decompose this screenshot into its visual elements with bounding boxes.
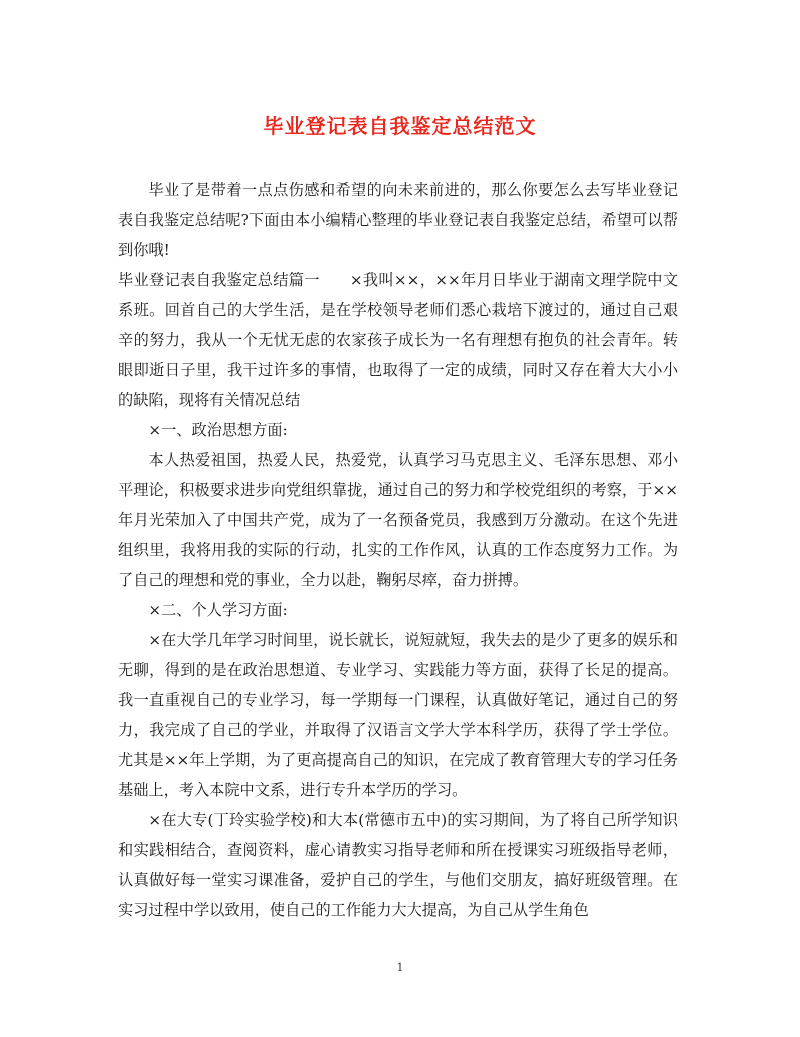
- section-label: 毕业登记表自我鉴定总结篇一: [118, 271, 320, 289]
- section-text: ×我叫××，××年月日毕业于湖南文理学院中文系班。回首自己的大学生活，是在学校领导老师们悉心栽培下渡过的，通过自己艰辛的努力，我从一个无忧无虑的农家孩子成长为一名有理想有抱负的社会青年。转眼即逝日子里，我干过许多的事情，也取得了一定的成绩，同时又存在着大大小小的缺陷，现将有关情况总结: [118, 271, 679, 409]
- heading-politics: ×一、政治思想方面:: [148, 421, 288, 439]
- heading-study: ×二、个人学习方面:: [148, 601, 288, 619]
- paragraph-internship: ×在大专(丁玲实验学校)和大本(常德市五中)的实习期间，为了将自己所学知识和实践相结合，查阅资料，虚心请教实习指导老师和所在授课实习班级指导老师，认真做好每一堂实习课准备，爱护自己的学生，与他们交朋友，搞好班级管理。在实习过程中学以致用，使自己的工作能力大大提高，为自己从学生角色: [118, 811, 678, 919]
- paragraph-study: ×在大学几年学习时间里，说长就长，说短就短，我失去的是少了更多的娱乐和无聊，得到的是在政治思想道、专业学习、实践能力等方面，获得了长足的提高。我一直重视自己的专业学习，每一学期每一门课程，认真做好笔记，通过自己的努力，我完成了自己的学业，并取得了汉语言文学大学本科学历，获得了学士学位。尤其是××年上学期，为了更高提高自己的知识，在完成了教育管理大专的学习任务基础上，考入本院中文系，进行专升本学历的学习。: [118, 631, 678, 799]
- document-title: 毕业登记表自我鉴定总结范文: [263, 114, 537, 138]
- document-body: [118, 175, 678, 925]
- page-number: 1: [396, 961, 404, 974]
- paragraph-politics: 本人热爱祖国，热爱人民，热爱党，认真学习马克思主义、毛泽东思想、邓小平理论，积极要求进步向党组织靠拢，通过自己的努力和学校党组织的考察，于××年月光荣加入了中国共产党，成为了一名预备党员，我感到万分激动。在这个先进组织里，我将用我的实际的行动，扎实的工作作风，认真的工作态度努力工作。为了自己的理想和党的事业，全力以赴，鞠躬尽瘁，奋力拼搏。: [118, 451, 678, 589]
- section-paragraph: [118, 265, 678, 415]
- intro-paragraph: 毕业了是带着一点点伤感和希望的向未来前进的，那么你要怎么去写毕业登记表自我鉴定总结呢?下面由本小编精心整理的毕业登记表自我鉴定总结，希望可以帮到你哦!: [118, 181, 678, 259]
